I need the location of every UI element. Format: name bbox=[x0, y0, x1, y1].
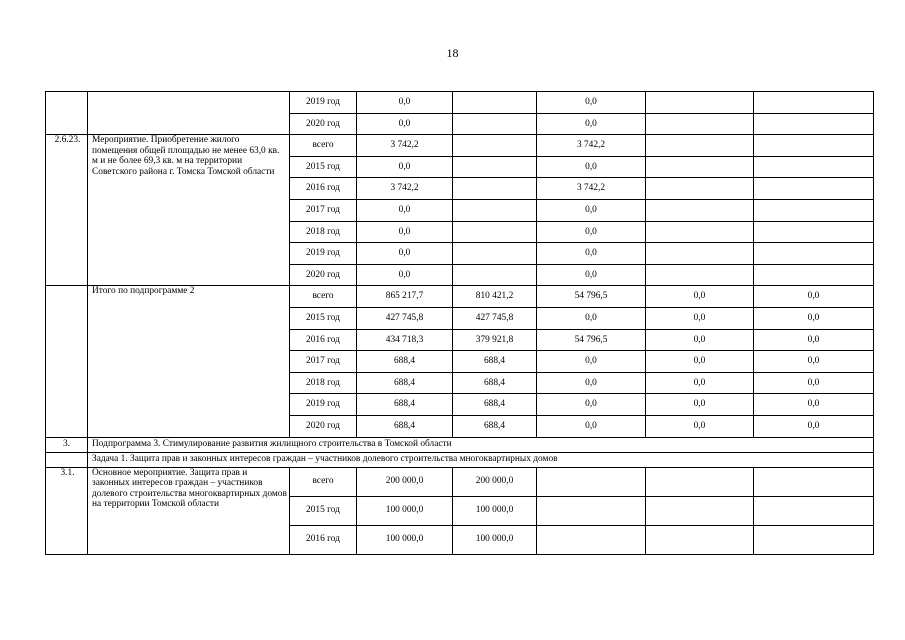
value-cell bbox=[754, 178, 874, 200]
value-cell: 0,0 bbox=[646, 351, 754, 373]
value-cell: 100 000,0 bbox=[357, 496, 453, 525]
value-cell bbox=[646, 243, 754, 265]
value-cell: 0,0 bbox=[646, 329, 754, 351]
year-cell: 2015 год bbox=[290, 156, 357, 178]
year-cell: 2017 год bbox=[290, 351, 357, 373]
value-cell bbox=[646, 221, 754, 243]
row-number bbox=[46, 92, 88, 135]
value-cell: 688,4 bbox=[453, 415, 537, 437]
value-cell bbox=[754, 525, 874, 554]
value-cell bbox=[646, 467, 754, 496]
measure-name bbox=[88, 92, 290, 135]
value-cell: 0,0 bbox=[537, 156, 646, 178]
value-cell: 0,0 bbox=[537, 351, 646, 373]
task-title: Задача 1. Защита прав и законных интересов граждан – участников долевого строительства многоквартирных домов bbox=[88, 452, 874, 467]
value-cell bbox=[754, 92, 874, 114]
page-number: 18 bbox=[446, 46, 459, 60]
value-cell bbox=[453, 178, 537, 200]
value-cell bbox=[453, 243, 537, 265]
value-cell: 0,0 bbox=[754, 329, 874, 351]
value-cell: 0,0 bbox=[754, 286, 874, 308]
value-cell: 0,0 bbox=[646, 415, 754, 437]
value-cell: 200 000,0 bbox=[453, 467, 537, 496]
value-cell: 0,0 bbox=[537, 199, 646, 221]
measure-name: Итого по подпрограмме 2 bbox=[88, 286, 290, 437]
value-cell bbox=[754, 135, 874, 157]
value-cell: 0,0 bbox=[537, 264, 646, 286]
value-cell bbox=[453, 135, 537, 157]
year-cell: всего bbox=[290, 286, 357, 308]
value-cell: 54 796,5 bbox=[537, 286, 646, 308]
value-cell: 0,0 bbox=[537, 113, 646, 135]
value-cell bbox=[646, 264, 754, 286]
year-cell: 2018 год bbox=[290, 221, 357, 243]
year-cell: 2019 год bbox=[290, 92, 357, 114]
value-cell: 688,4 bbox=[453, 372, 537, 394]
value-cell: 0,0 bbox=[754, 307, 874, 329]
value-cell: 0,0 bbox=[357, 199, 453, 221]
budget-table bbox=[45, 91, 874, 555]
value-cell: 688,4 bbox=[357, 415, 453, 437]
value-cell: 3 742,2 bbox=[357, 135, 453, 157]
value-cell: 0,0 bbox=[537, 221, 646, 243]
year-cell: 2016 год bbox=[290, 178, 357, 200]
value-cell: 427 745,8 bbox=[357, 307, 453, 329]
value-cell: 0,0 bbox=[357, 113, 453, 135]
value-cell bbox=[453, 156, 537, 178]
table-row bbox=[46, 135, 874, 157]
value-cell: 865 217,7 bbox=[357, 286, 453, 308]
table-row bbox=[46, 92, 874, 114]
value-cell: 0,0 bbox=[754, 415, 874, 437]
value-cell: 0,0 bbox=[646, 307, 754, 329]
task-row bbox=[46, 452, 874, 467]
value-cell: 0,0 bbox=[357, 264, 453, 286]
row-number bbox=[46, 286, 88, 437]
value-cell bbox=[646, 496, 754, 525]
year-cell: всего bbox=[290, 135, 357, 157]
year-cell: всего bbox=[290, 467, 357, 496]
year-cell: 2019 год bbox=[290, 243, 357, 265]
value-cell bbox=[453, 92, 537, 114]
value-cell: 688,4 bbox=[357, 372, 453, 394]
year-cell: 2015 год bbox=[290, 307, 357, 329]
value-cell: 0,0 bbox=[537, 243, 646, 265]
value-cell: 0,0 bbox=[537, 307, 646, 329]
value-cell bbox=[646, 113, 754, 135]
value-cell: 0,0 bbox=[537, 372, 646, 394]
value-cell: 0,0 bbox=[754, 351, 874, 373]
year-cell: 2019 год bbox=[290, 394, 357, 416]
value-cell: 434 718,3 bbox=[357, 329, 453, 351]
value-cell: 688,4 bbox=[357, 351, 453, 373]
row-number: 2.6.23. bbox=[46, 135, 88, 286]
value-cell: 0,0 bbox=[357, 243, 453, 265]
year-cell: 2015 год bbox=[290, 496, 357, 525]
row-number: 3.1. bbox=[46, 467, 88, 554]
value-cell bbox=[754, 156, 874, 178]
measure-name: Мероприятие. Приобретение жилого помещения общей площадью не менее 63,0 кв. м и не более 69,3 кв. м на территории Советского района г. Томска Томской области bbox=[88, 135, 290, 286]
value-cell bbox=[453, 221, 537, 243]
value-cell: 3 742,2 bbox=[537, 135, 646, 157]
value-cell: 0,0 bbox=[537, 92, 646, 114]
measure-name: Основное мероприятие. Защита прав и законных интересов граждан – участников долевого строительства многоквартирных домов на территории Томской области bbox=[88, 467, 290, 554]
year-cell: 2020 год bbox=[290, 113, 357, 135]
value-cell: 0,0 bbox=[646, 286, 754, 308]
value-cell bbox=[453, 199, 537, 221]
value-cell bbox=[754, 496, 874, 525]
value-cell bbox=[453, 113, 537, 135]
table-row bbox=[46, 467, 874, 496]
value-cell: 379 921,8 bbox=[453, 329, 537, 351]
value-cell bbox=[754, 467, 874, 496]
year-cell: 2020 год bbox=[290, 415, 357, 437]
value-cell: 688,4 bbox=[357, 394, 453, 416]
value-cell bbox=[646, 178, 754, 200]
value-cell: 0,0 bbox=[357, 156, 453, 178]
table-row bbox=[46, 286, 874, 308]
value-cell bbox=[646, 199, 754, 221]
value-cell: 100 000,0 bbox=[453, 496, 537, 525]
value-cell: 0,0 bbox=[537, 394, 646, 416]
year-cell: 2020 год bbox=[290, 264, 357, 286]
value-cell bbox=[754, 243, 874, 265]
value-cell: 100 000,0 bbox=[453, 525, 537, 554]
value-cell bbox=[646, 135, 754, 157]
year-cell: 2016 год bbox=[290, 329, 357, 351]
value-cell: 100 000,0 bbox=[357, 525, 453, 554]
value-cell bbox=[754, 264, 874, 286]
value-cell: 0,0 bbox=[357, 221, 453, 243]
value-cell: 0,0 bbox=[537, 415, 646, 437]
subprogram-row bbox=[46, 437, 874, 452]
value-cell: 3 742,2 bbox=[357, 178, 453, 200]
task-number-cell bbox=[46, 452, 88, 467]
value-cell: 0,0 bbox=[754, 394, 874, 416]
year-cell: 2016 год bbox=[290, 525, 357, 554]
value-cell: 0,0 bbox=[754, 372, 874, 394]
value-cell bbox=[646, 525, 754, 554]
subprogram-number: 3. bbox=[46, 437, 88, 452]
value-cell: 810 421,2 bbox=[453, 286, 537, 308]
value-cell bbox=[537, 525, 646, 554]
value-cell bbox=[537, 467, 646, 496]
value-cell bbox=[646, 156, 754, 178]
value-cell: 688,4 bbox=[453, 394, 537, 416]
subprogram-title: Подпрограмма 3. Стимулирование развития жилищного строительства в Томской области bbox=[88, 437, 874, 452]
value-cell: 54 796,5 bbox=[537, 329, 646, 351]
value-cell: 0,0 bbox=[646, 372, 754, 394]
value-cell bbox=[537, 496, 646, 525]
value-cell: 3 742,2 bbox=[537, 178, 646, 200]
year-cell: 2017 год bbox=[290, 199, 357, 221]
value-cell bbox=[754, 221, 874, 243]
value-cell bbox=[646, 92, 754, 114]
value-cell: 0,0 bbox=[646, 394, 754, 416]
value-cell: 0,0 bbox=[357, 92, 453, 114]
year-cell: 2018 год bbox=[290, 372, 357, 394]
value-cell bbox=[754, 199, 874, 221]
value-cell: 200 000,0 bbox=[357, 467, 453, 496]
value-cell bbox=[754, 113, 874, 135]
value-cell: 688,4 bbox=[453, 351, 537, 373]
value-cell bbox=[453, 264, 537, 286]
value-cell: 427 745,8 bbox=[453, 307, 537, 329]
